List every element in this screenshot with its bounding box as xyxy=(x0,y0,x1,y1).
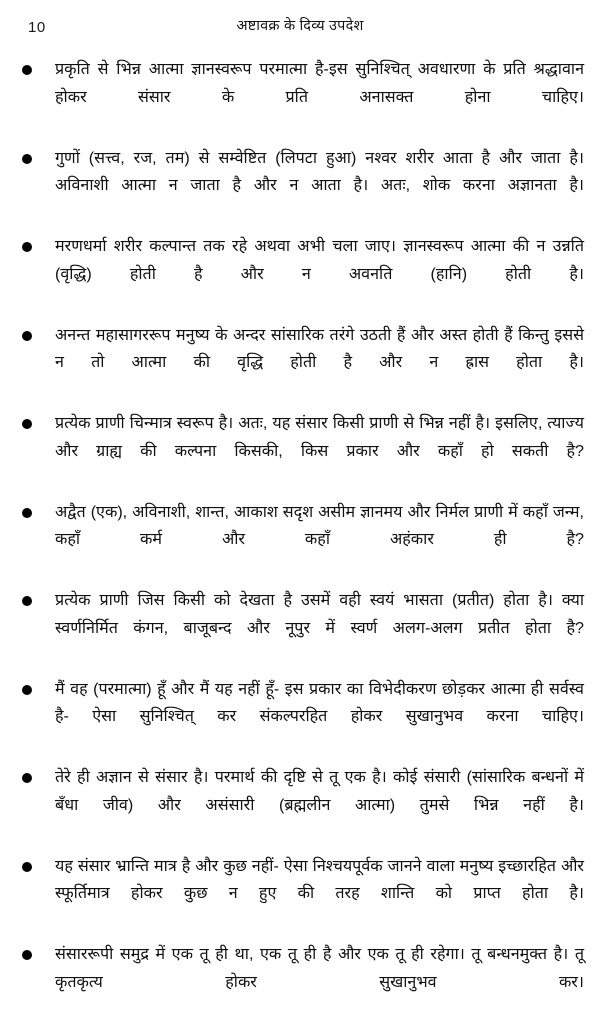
list-item xyxy=(10,322,590,405)
list-item xyxy=(10,56,590,139)
bullet-icon xyxy=(22,862,32,872)
bullet-icon xyxy=(22,242,32,252)
list-item xyxy=(10,941,590,1024)
bullet-icon xyxy=(22,773,32,783)
teaching-text: संसाररूपी समुद्र में एक तू ही था, एक तू ही है और एक तू ही रहेगा। तू बन्धनमुक्त है। तू कृतकृत्य होकर सुखानुभव कर। xyxy=(55,945,584,991)
list-item xyxy=(10,145,590,228)
teaching-text: प्रत्येक प्राणी जिस किसी को देखता है उसमें वही स्वयं भासता (प्रतीत) होता है। क्या स्वर्णनिर्मित कंगन, बाजूबन्द और नूपुर में स्वर्ण अलग-अलग प्रतीत होता है? xyxy=(55,591,584,637)
list-item xyxy=(10,499,590,582)
bullet-icon xyxy=(22,508,32,518)
teaching-text: प्रत्येक प्राणी चिन्मात्र स्वरूप है। अतः, यह संसार किसी प्राणी से भिन्न नहीं है। इसलिए, त्याज्य और ग्राह्य की कल्पना किसकी, किस प्रकार और कहाँ हो सकती है? xyxy=(55,414,584,460)
teaching-text: अद्वैत (एक), अविनाशी, शान्त, आकाश सदृश असीम ज्ञानमय और निर्मल प्राणी में कहाँ जन्म, कहाँ कर्म और कहाँ अहंकार ही है? xyxy=(55,502,584,548)
running-head xyxy=(0,0,600,44)
bullet-icon xyxy=(22,596,32,606)
teaching-text: प्रकृति से भिन्न आत्मा ज्ञानस्वरूप परमात्मा है-इस सुनिश्चित् अवधारणा के प्रति श्रद्धावान होकर संसार के प्रति अनासक्त होना चाहिए। xyxy=(55,60,584,106)
page-number: 10 xyxy=(28,19,46,36)
list-item xyxy=(10,853,590,936)
bullet-icon xyxy=(22,950,32,960)
bullet-icon xyxy=(22,685,32,695)
list-item xyxy=(10,410,590,493)
teaching-text: गुणों (सत्त्व, रज, तम) से सम्वेष्टित (लिपटा हुआ) नश्वर शरीर आता है और जाता है। अविनाशी आत्मा न जाता है और न आता है। अतः, शोक करना अज्ञानता है। xyxy=(55,148,584,194)
teachings-list xyxy=(0,44,600,1024)
teaching-text: मैं वह (परमात्मा) हूँ और मैं यह नहीं हूँ- इस प्रकार का विभेदीकरण छोड़कर आत्मा ही सर्वस्व है- ऐसा सुनिश्चित् कर संकल्परहित होकर सुखानुभव करना चाहिए। xyxy=(55,679,584,725)
teaching-text: यह संसार भ्रान्ति मात्र है और कुछ नहीं- ऐसा निश्चयपूर्वक जानने वाला मनुष्य इच्छारहित और स्फूर्तिमात्र होकर कुछ न हुए की तरह शान्ति को प्राप्त होता है। xyxy=(55,856,584,902)
bullet-icon xyxy=(22,419,32,429)
bullet-icon xyxy=(22,154,32,164)
bullet-icon xyxy=(22,331,32,341)
teaching-text: तेरे ही अज्ञान से संसार है। परमार्थ की दृष्टि से तू एक है। कोई संसारी (सांसारिक बन्धनों में बँधा जीव) और असंसारी (ब्रह्मलीन आत्मा) तुमसे भिन्न नहीं है। xyxy=(55,768,584,814)
running-title: अष्टावक्र के दिव्य उपदेश xyxy=(236,18,364,34)
teaching-text: अनन्त महासागररूप मनुष्य के अन्दर सांसारिक तरंगे उठती हैं और अस्त होती हैं किन्तु इससे न तो आत्मा की वृद्धि होती है और न ह्रास होता है। xyxy=(55,325,584,371)
teaching-text: मरणधर्मा शरीर कल्पान्त तक रहे अथवा अभी चला जाए। ज्ञानस्वरूप आत्मा की न उन्नति (वृद्धि) होती है और न अवनति (हानि) होती है। xyxy=(55,237,584,283)
list-item xyxy=(10,233,590,316)
bullet-icon xyxy=(22,65,32,75)
list-item xyxy=(10,764,590,847)
list-item xyxy=(10,587,590,670)
list-item xyxy=(10,676,590,759)
